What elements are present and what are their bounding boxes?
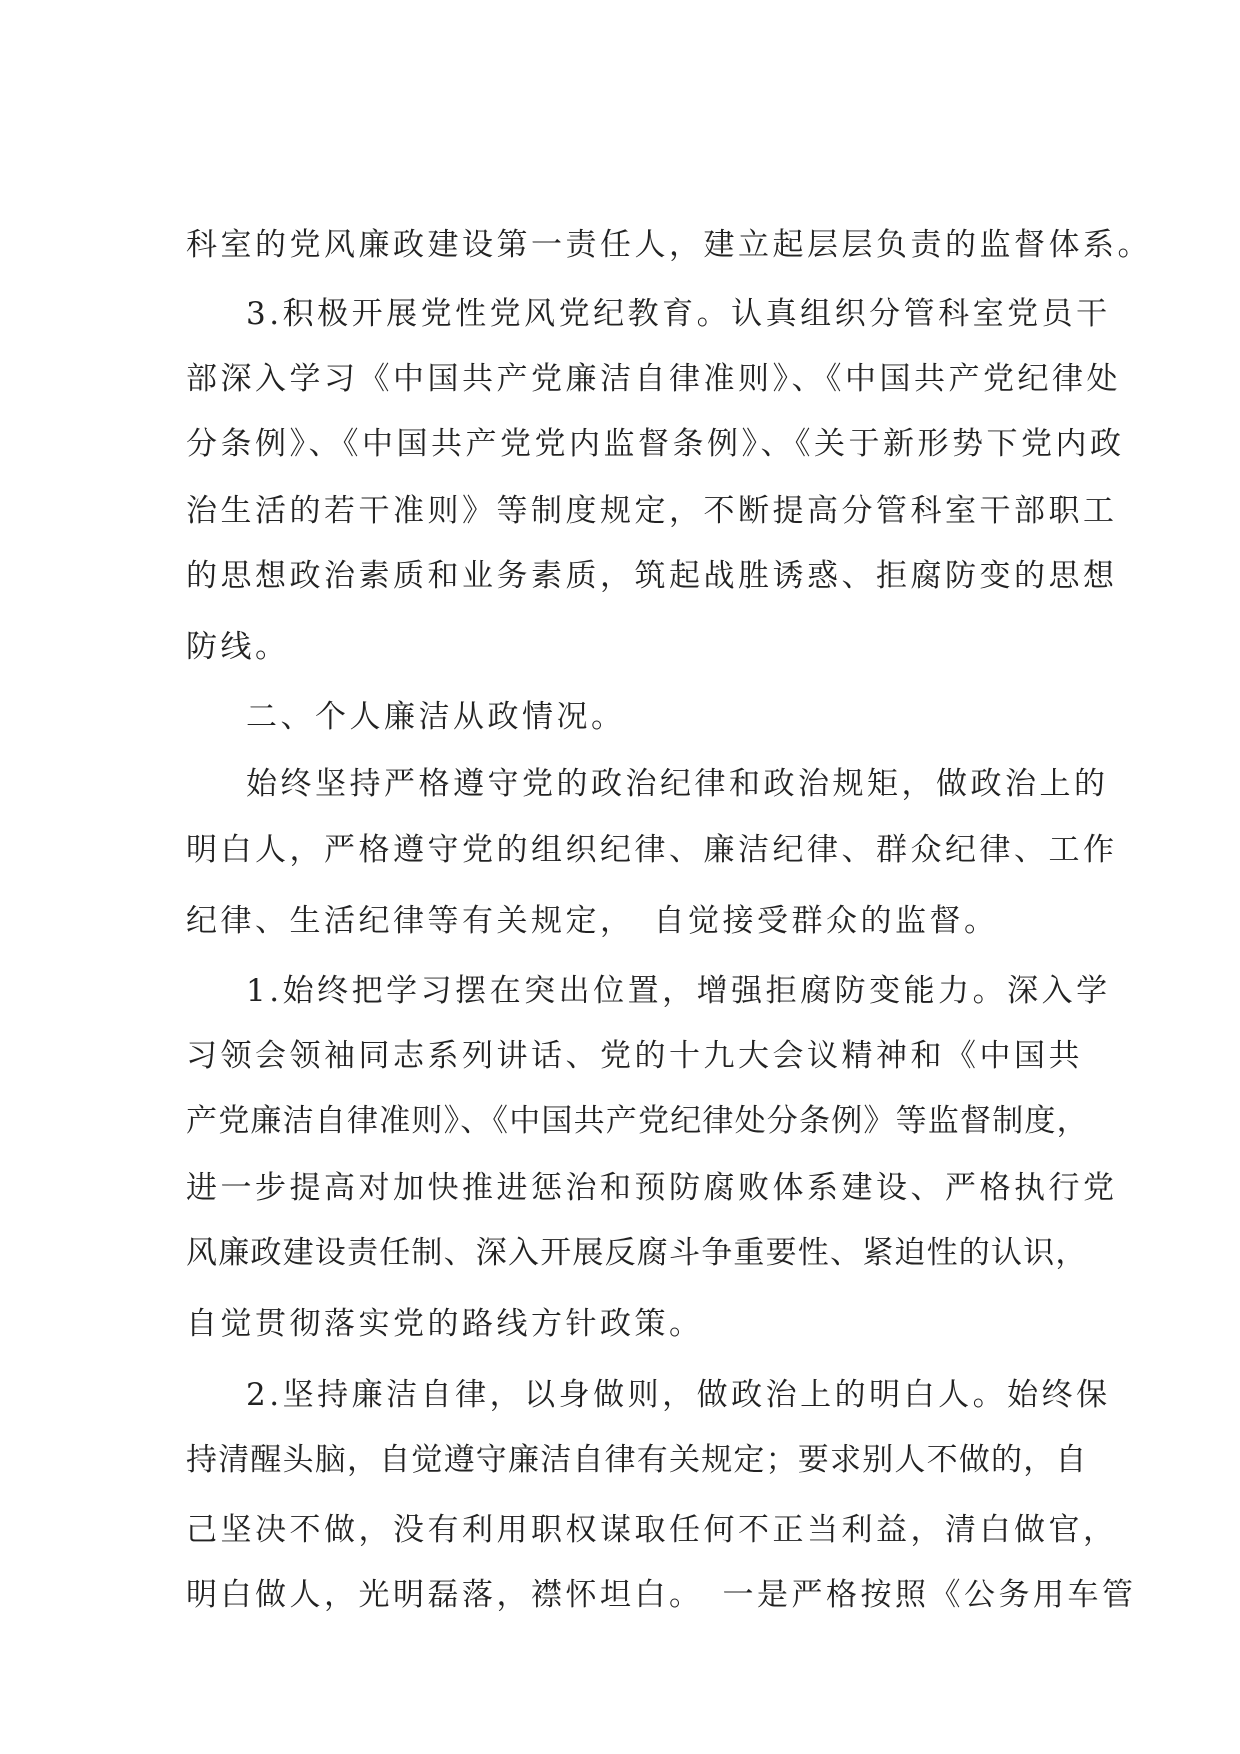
text-line-18: 2.坚持廉洁自律，以身做则，做政治上的明白人。始终保 xyxy=(246,1377,1111,1413)
text-line-1: 科室的党风廉政建设第一责任人，建立起层层负责的监督体系。 xyxy=(186,227,1152,263)
text-line-19: 持清醒头脑，自觉遵守廉洁自律有关规定；要求别人不做的，自 xyxy=(186,1442,1088,1478)
text-line-16: 风廉政建设责任制、深入开展反腐斗争重要性、紧迫性的认识， xyxy=(186,1235,1088,1271)
text-line-10: 明白人，严格遵守党的组织纪律、廉洁纪律、群众纪律、工作 xyxy=(186,832,1118,868)
text-line-13: 习领会领袖同志系列讲话、党的十九大会议精神和《中国共 xyxy=(186,1038,1083,1074)
text-line-6: 的思想政治素质和业务素质，筑起战胜诱惑、拒腐防变的思想 xyxy=(186,558,1118,594)
text-line-17: 自觉贯彻落实党的路线方针政策。 xyxy=(186,1306,704,1342)
text-line-7: 防线。 xyxy=(186,629,290,665)
text-line-20: 己坚决不做，没有利用职权谋取任何不正当利益，清白做官， xyxy=(186,1512,1118,1548)
section-heading: 二、个人廉洁从政情况。 xyxy=(246,699,626,735)
text-line-15: 进一步提高对加快推进惩治和预防腐败体系建设、严格执行党 xyxy=(186,1170,1118,1206)
text-line-12: 1.始终把学习摆在突出位置，增强拒腐防变能力。深入学 xyxy=(246,973,1111,1009)
text-line-9: 始终坚持严格遵守党的政治纪律和政治规矩，做政治上的 xyxy=(246,766,1109,802)
text-line-2: 3.积极开展党性党风党纪教育。认真组织分管科室党员干 xyxy=(246,296,1111,332)
text-line-21: 明白做人，光明磊落，襟怀坦白。 一是严格按照《公务用车管 xyxy=(186,1577,1137,1613)
text-line-5: 治生活的若干准则》等制度规定，不断提高分管科室干部职工 xyxy=(186,493,1118,529)
text-line-14: 产党廉洁自律准则》、《中国共产党纪律处分条例》等监督制度， xyxy=(186,1103,1089,1139)
text-line-11: 纪律、生活纪律等有关规定， 自觉接受群众的监督。 xyxy=(186,903,999,939)
text-line-3: 部深入学习《中国共产党廉洁自律准则》、《中国共产党纪律处 xyxy=(186,361,1121,397)
text-line-4: 分条例》、《中国共产党党内监督条例》、《关于新形势下党内政 xyxy=(186,426,1125,462)
